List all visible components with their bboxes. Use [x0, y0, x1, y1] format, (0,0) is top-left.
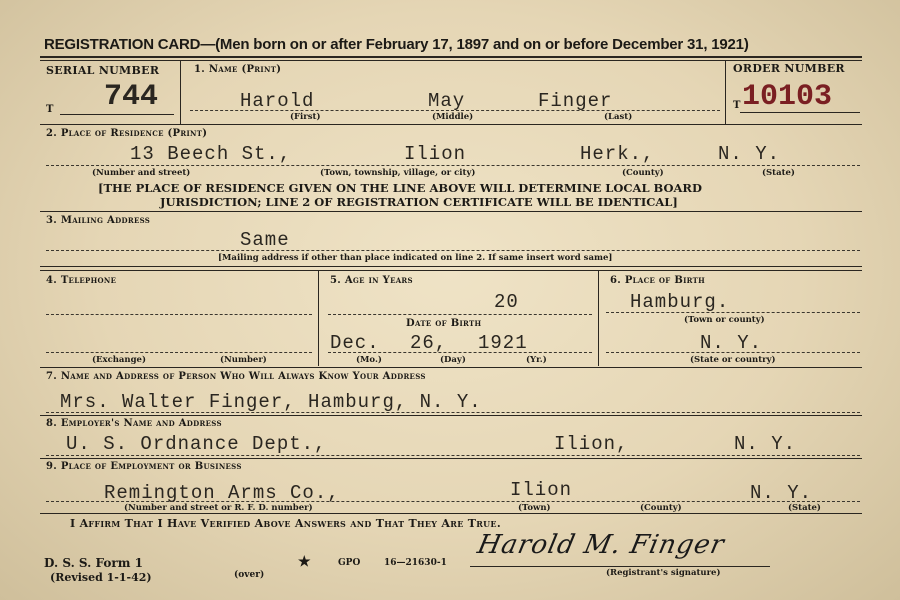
birthplace-town-label: (Town or county)	[684, 315, 765, 325]
dob-year: 1921	[478, 332, 528, 354]
employer-state: N. Y.	[734, 433, 797, 455]
dob-label: Date of Birth	[406, 318, 482, 329]
mailing-note: [Mailing address if other than place indicated on line 2. If same insert word same]	[218, 253, 613, 263]
number-label: (Number)	[220, 355, 267, 365]
residence-street-label: (Number and street)	[92, 168, 191, 178]
telephone-line-1	[46, 314, 312, 315]
yr-label: (Yr.)	[526, 355, 547, 365]
birthplace-town: Hamburg.	[630, 291, 730, 313]
card-title: REGISTRATION CARD—(Men born on or after February 17, 1897 and on or before December 31, 1921)	[44, 36, 749, 53]
contact-label: 7. Name and Address of Person Who Will Always Know Your Address	[46, 371, 426, 382]
employment-line	[46, 501, 860, 502]
residence-state-label: (State)	[762, 168, 795, 178]
dob-month: Dec.	[330, 332, 380, 354]
residence-county: Herk.,	[580, 143, 655, 165]
residence-county-label: (County)	[622, 168, 664, 178]
middle-name: May	[428, 90, 466, 112]
order-value: 10103	[742, 80, 833, 114]
last-name: Finger	[538, 90, 613, 112]
employer-line	[46, 455, 860, 456]
mailing-line	[46, 250, 860, 251]
telephone-label: 4. Telephone	[46, 275, 117, 286]
residence-town-label: (Town, township, village, or city)	[320, 168, 476, 178]
divider	[598, 270, 599, 366]
employment-street-label: (Number and street or R. F. D. number)	[124, 503, 313, 513]
signature-label: (Registrant's signature)	[606, 568, 721, 578]
age-label: 5. Age in Years	[330, 275, 413, 286]
last-label: (Last)	[604, 112, 633, 122]
order-prefix: T	[733, 100, 741, 111]
divider	[180, 60, 181, 124]
row-rule	[40, 415, 862, 416]
residence-notice-2: JURISDICTION; LINE 2 OF REGISTRATION CERTIFICATE WILL BE IDENTICAL]	[160, 195, 678, 209]
order-line	[740, 112, 860, 113]
mo-label: (Mo.)	[356, 355, 382, 365]
employment-town-label: (Town)	[518, 503, 551, 513]
row-rule	[40, 367, 862, 368]
row-rule	[40, 513, 862, 514]
residence-notice-1: [THE PLACE OF RESIDENCE GIVEN ON THE LINE ABOVE WILL DETERMINE LOCAL BOARD	[98, 181, 702, 195]
employment-label: 9. Place of Employment or Business	[46, 461, 242, 472]
birthplace-state-label: (State or country)	[690, 355, 776, 365]
residence-state: N. Y.	[718, 143, 781, 165]
birthplace-label: 6. Place of Birth	[610, 275, 706, 286]
divider	[725, 60, 726, 124]
form-code: 16—21630-1	[384, 558, 447, 568]
day-label: (Day)	[440, 355, 466, 365]
mailing-value: Same	[240, 229, 290, 251]
row-rule	[40, 124, 862, 125]
divider	[318, 270, 319, 366]
employer-label: 8. Employer's Name and Address	[46, 418, 222, 429]
top-rule-2	[40, 60, 862, 61]
employment-county-label: (County)	[640, 503, 682, 513]
contact-value: Mrs. Walter Finger, Hamburg, N. Y.	[60, 391, 482, 413]
birthplace-line	[606, 312, 860, 313]
serial-value: 744	[104, 80, 159, 114]
name-label: 1. Name (Print)	[194, 64, 282, 75]
residence-street: 13 Beech St.,	[130, 143, 292, 165]
employment-town: Ilion	[510, 479, 573, 501]
contact-line	[46, 412, 860, 413]
registrant-signature: Harold M. Finger	[474, 530, 728, 560]
mailing-label: 3. Mailing Address	[46, 215, 151, 226]
employment-state-label: (State)	[788, 503, 821, 513]
dob-line	[328, 352, 592, 353]
employment-street: Remington Arms Co.,	[104, 482, 340, 504]
row-rule-2	[40, 270, 862, 271]
telephone-line-2	[46, 352, 312, 353]
order-label: ORDER NUMBER	[733, 62, 845, 75]
row-rule	[40, 266, 862, 267]
form-number: D. S. S. Form 1	[44, 556, 143, 570]
form-revised: (Revised 1-1-42)	[50, 571, 152, 584]
first-name: Harold	[240, 90, 315, 112]
serial-prefix: T	[46, 104, 54, 115]
birthplace-state-line	[606, 352, 860, 353]
residence-town: Ilion	[404, 143, 467, 165]
dob-day: 26,	[410, 332, 448, 354]
exchange-label: (Exchange)	[92, 355, 146, 365]
age-line	[328, 314, 592, 315]
serial-label: SERIAL NUMBER	[46, 64, 160, 77]
employer-name: U. S. Ordnance Dept.,	[66, 433, 327, 455]
row-rule	[40, 458, 862, 459]
signature-line	[470, 566, 770, 567]
residence-line	[46, 165, 860, 166]
residence-label: 2. Place of Residence (Print)	[46, 128, 208, 139]
row-rule	[40, 211, 862, 212]
age-value: 20	[494, 291, 519, 313]
top-rule	[40, 56, 862, 58]
affirm-text: I Affirm That I Have Verified Above Answers and That They Are True.	[70, 517, 501, 530]
star-icon: ★	[298, 554, 311, 570]
employer-town: Ilion,	[554, 433, 629, 455]
birthplace-state: N. Y.	[700, 332, 763, 354]
serial-line	[60, 114, 174, 115]
employment-state: N. Y.	[750, 482, 813, 504]
middle-label: (Middle)	[432, 112, 474, 122]
gpo-text: GPO	[338, 558, 361, 568]
first-label: (First)	[290, 112, 321, 122]
over-text: (over)	[234, 570, 265, 580]
name-line	[190, 110, 720, 111]
